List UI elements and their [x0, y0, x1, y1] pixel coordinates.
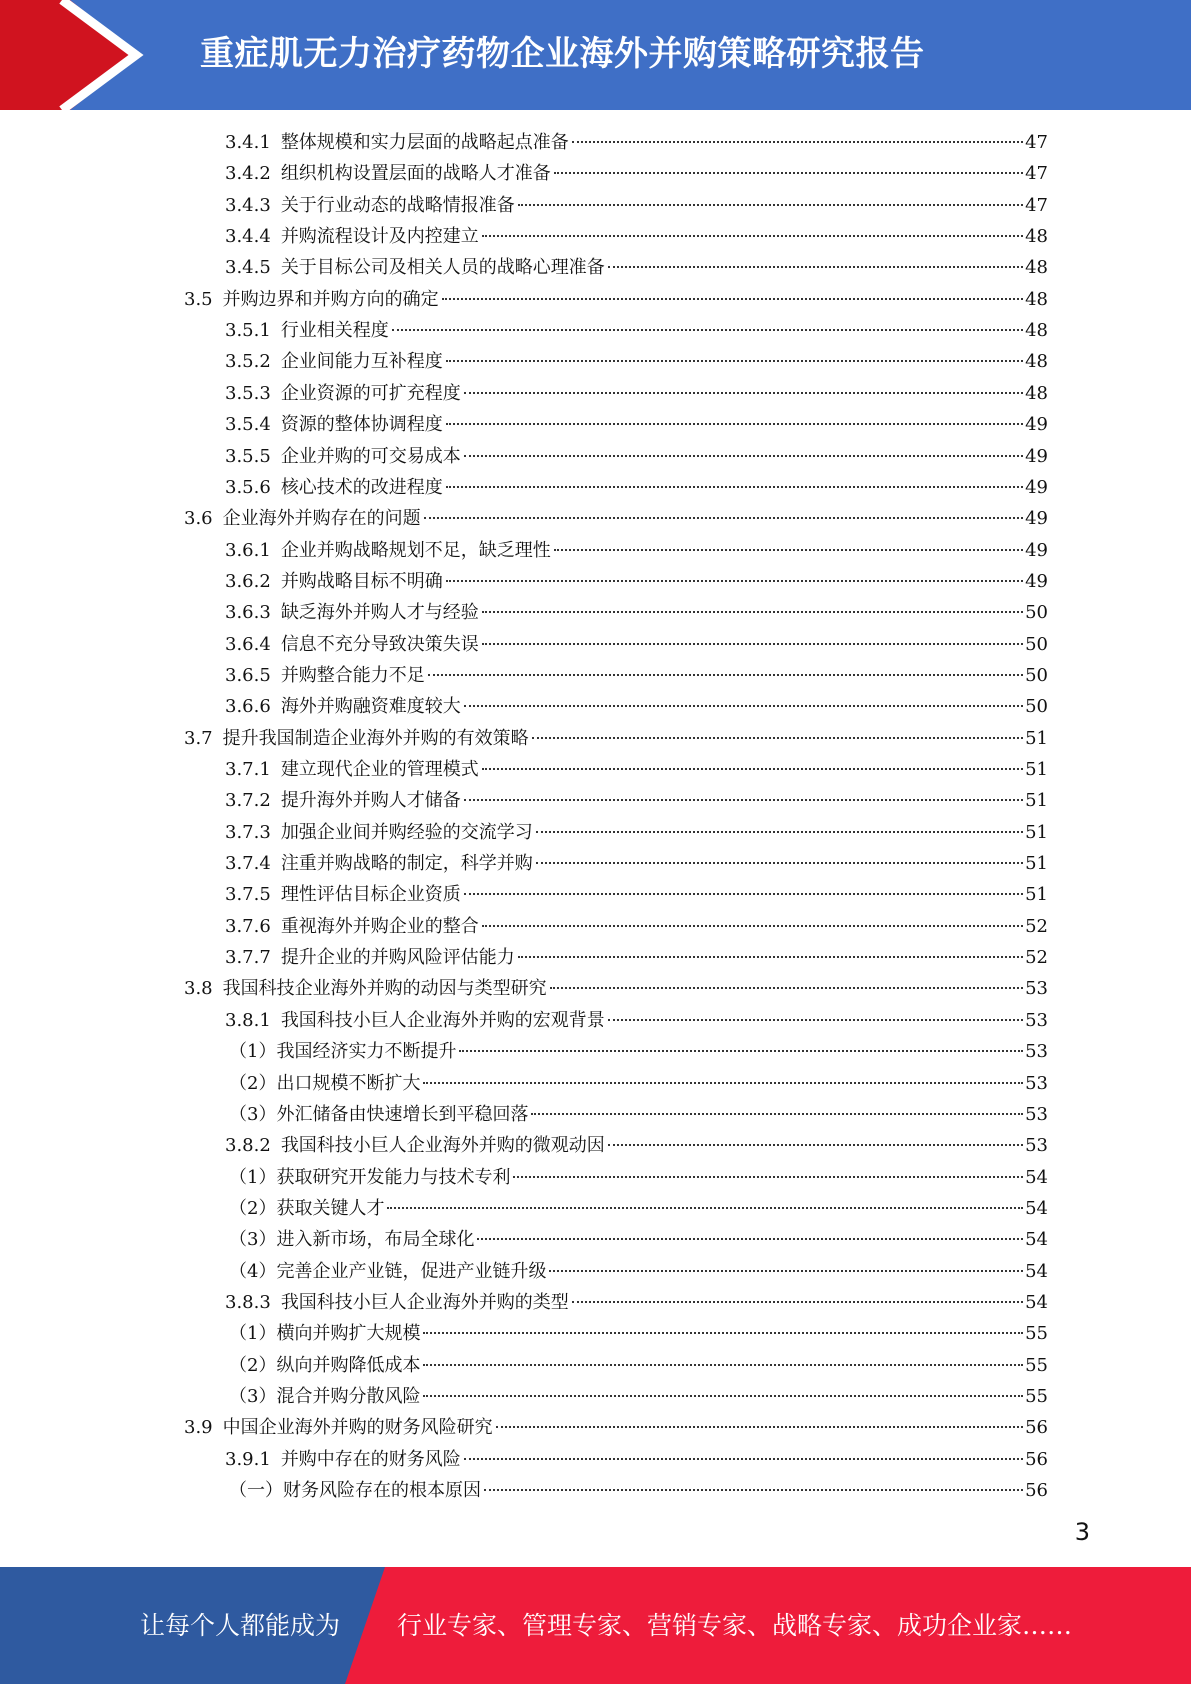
toc-entry[interactable]: [229, 1036, 1048, 1067]
toc-entry-title: （2）纵向并购降低成本: [229, 1354, 421, 1376]
toc-entry-number: 3.7: [184, 727, 213, 749]
toc-dot-leader: [550, 987, 1023, 989]
toc-dot-leader: [518, 956, 1023, 958]
toc-dot-leader: [482, 643, 1023, 645]
toc-entry[interactable]: [184, 284, 1048, 315]
toc-dot-leader: [464, 799, 1023, 801]
toc-dot-leader: [464, 705, 1023, 707]
toc-entry[interactable]: [225, 221, 1048, 252]
toc-entry-title: 重视海外并购企业的整合: [280, 915, 479, 937]
toc-entry-title: 并购流程设计及内控建立: [280, 226, 479, 248]
toc-entry[interactable]: [229, 1350, 1048, 1381]
toc-dot-leader: [608, 1019, 1023, 1021]
toc-entry[interactable]: [229, 1068, 1048, 1099]
toc-dot-leader: [482, 235, 1023, 237]
toc-entry-title: （1）我国经济实力不断提升: [229, 1041, 457, 1063]
toc-entry[interactable]: [225, 879, 1048, 910]
toc-entry[interactable]: [225, 629, 1048, 660]
toc-entry-number: 3.9: [184, 1417, 213, 1439]
toc-entry-page: 53: [1025, 1041, 1048, 1063]
toc-entry[interactable]: [225, 817, 1048, 848]
toc-entry-title: 行业相关程度: [280, 320, 389, 342]
toc-entry-page: 56: [1025, 1448, 1048, 1470]
toc-entry[interactable]: [225, 597, 1048, 628]
toc-dot-leader: [423, 1332, 1023, 1334]
footer-slogan-left: 让每个人都能成为: [140, 1611, 341, 1640]
toc-entry-page: 50: [1025, 602, 1048, 624]
toc-entry-title: 建立现代企业的管理模式: [280, 759, 479, 780]
toc-entry-page: 48: [1025, 320, 1048, 342]
toc-entry[interactable]: [225, 1005, 1048, 1036]
toc-entry-title: 提升企业的并购风险评估能力: [280, 947, 515, 969]
toc-entry-number: 3.7.6: [225, 915, 271, 937]
footer-slogan-right: 行业专家、管理专家、营销专家、战略专家、成功企业家……: [397, 1611, 1073, 1640]
toc-entry-number: 3.6.2: [225, 570, 271, 592]
toc-entry-number: 3.5.1: [225, 320, 271, 342]
toc-dot-leader: [549, 1270, 1023, 1272]
toc-entry-title: （1）获取研究开发能力与技术专利: [229, 1166, 511, 1188]
toc-entry-title: （3）混合并购分散风险: [229, 1386, 421, 1407]
toc-entry-title: （一）财务风险存在的根本原因: [229, 1480, 481, 1502]
footer-banner: [0, 1567, 1191, 1684]
toc-entry-page: 54: [1025, 1197, 1048, 1219]
toc-entry-title: 提升海外并购人才储备: [280, 790, 461, 812]
toc-entry-page: 51: [1025, 759, 1048, 780]
toc-entry-page: 51: [1025, 853, 1048, 875]
toc-dot-leader: [423, 1082, 1023, 1084]
toc-entry-number: 3.6.6: [225, 696, 271, 718]
toc-entry-title: 并购中存在的财务风险: [280, 1448, 461, 1470]
toc-dot-leader: [387, 1207, 1023, 1209]
toc-entry[interactable]: [225, 660, 1048, 691]
toc-entry-page: 49: [1025, 476, 1048, 498]
toc-dot-leader: [532, 737, 1023, 739]
toc-entry-title: 企业并购的可交易成本: [280, 445, 461, 467]
toc-entry-page: 54: [1025, 1291, 1048, 1313]
toc-dot-leader: [482, 768, 1023, 770]
toc-entry-number: 3.6: [184, 508, 213, 530]
toc-entry-page: 48: [1025, 382, 1048, 404]
toc-entry-title: （1）横向并购扩大规模: [229, 1323, 421, 1345]
toc-entry-title: （2）出口规模不断扩大: [229, 1072, 421, 1094]
toc-dot-leader: [554, 172, 1023, 174]
toc-entry-title: 核心技术的改进程度: [280, 476, 443, 498]
toc-entry-page: 47: [1025, 132, 1048, 153]
toc-entry-number: 3.7.1: [225, 759, 271, 780]
toc-entry-number: 3.4.4: [225, 226, 271, 248]
toc-entry-title: （2）获取关键人才: [229, 1197, 385, 1219]
toc-entry-page: 54: [1025, 1166, 1048, 1188]
toc-entry[interactable]: [225, 378, 1048, 409]
toc-entry-title: 缺乏海外并购人才与经验: [280, 602, 479, 624]
toc-entry-page: 53: [1025, 1103, 1048, 1125]
toc-entry-title: 海外并购融资难度较大: [280, 696, 461, 718]
header-banner: [0, 0, 1191, 110]
toc-entry-number: 3.6.3: [225, 602, 271, 624]
toc-entry-title: （3）进入新市场，布局全球化: [229, 1229, 475, 1251]
toc-entry[interactable]: [225, 785, 1048, 816]
toc-entry-number: 3.7.7: [225, 947, 271, 969]
toc-entry-number: 3.7.3: [225, 821, 271, 843]
toc-entry-page: 53: [1025, 1009, 1048, 1031]
toc-entry-title: 提升我国制造企业海外并购的有效策略: [222, 727, 529, 749]
toc-dot-leader: [464, 893, 1023, 895]
toc-entry-page: 53: [1025, 1072, 1048, 1094]
toc-entry-number: 3.5.2: [225, 351, 271, 373]
toc-dot-leader: [423, 1364, 1023, 1366]
toc-entry[interactable]: [225, 691, 1048, 722]
toc-entry-page: 55: [1025, 1386, 1048, 1407]
toc-entry-page: 48: [1025, 351, 1048, 373]
toc-entry-title: 并购边界和并购方向的确定: [222, 288, 439, 310]
toc-entry-number: 3.4.2: [225, 163, 271, 185]
toc-dot-leader: [428, 674, 1023, 676]
toc-dot-leader: [482, 925, 1023, 927]
toc-dot-leader: [484, 1489, 1023, 1491]
toc-dot-leader: [554, 549, 1023, 551]
toc-entry[interactable]: [225, 566, 1048, 597]
toc-entry[interactable]: [229, 1475, 1048, 1506]
toc-entry-page: 48: [1025, 257, 1048, 279]
toc-entry-page: 56: [1025, 1417, 1048, 1439]
toc-entry[interactable]: [225, 441, 1048, 472]
toc-entry-title: 中国企业海外并购的财务风险研究: [222, 1417, 493, 1439]
toc-entry-page: 51: [1025, 821, 1048, 843]
toc-entry-number: 3.8.3: [225, 1291, 271, 1313]
toc-entry[interactable]: [229, 1193, 1048, 1224]
toc-entry-number: 3.7.4: [225, 853, 271, 875]
toc-entry[interactable]: [184, 723, 1048, 754]
toc-entry-title: 并购整合能力不足: [280, 664, 425, 686]
toc-entry-page: 53: [1025, 1135, 1048, 1157]
toc-dot-leader: [446, 580, 1023, 582]
toc-dot-leader: [423, 1395, 1023, 1397]
toc-entry-title: 我国科技小巨人企业海外并购的微观动因: [280, 1135, 605, 1157]
toc-entry-number: 3.5.5: [225, 445, 271, 467]
toc-entry[interactable]: [225, 1444, 1048, 1475]
toc-entry-page: 49: [1025, 539, 1048, 561]
toc-entry-title: 资源的整体协调程度: [280, 414, 443, 436]
toc-entry-number: 3.6.4: [225, 633, 271, 655]
toc-entry-page: 55: [1025, 1323, 1048, 1345]
toc-entry[interactable]: [225, 315, 1048, 346]
toc-dot-leader: [446, 486, 1023, 488]
toc-entry-page: 49: [1025, 445, 1048, 467]
toc-entry[interactable]: [229, 1381, 1048, 1412]
toc-entry-number: 3.4.5: [225, 257, 271, 279]
toc-entry-title: 关于行业动态的战略情报准备: [280, 194, 515, 216]
toc-dot-leader: [572, 1301, 1023, 1303]
toc-dot-leader: [536, 831, 1023, 833]
toc-dot-leader: [446, 360, 1023, 362]
toc-entry[interactable]: [225, 1287, 1048, 1318]
toc-entry-number: 3.4.3: [225, 194, 271, 216]
toc-entry-number: 3.5: [184, 288, 213, 310]
toc-dot-leader: [442, 298, 1023, 300]
toc-entry-title: 我国科技小巨人企业海外并购的宏观背景: [280, 1009, 605, 1031]
toc-entry-number: 3.8.2: [225, 1135, 271, 1157]
toc-entry-page: 50: [1025, 696, 1048, 718]
toc-entry-number: 3.8.1: [225, 1009, 271, 1031]
toc-dot-leader: [496, 1426, 1023, 1428]
toc-entry-page: 54: [1025, 1229, 1048, 1251]
toc-entry-number: 3.6.1: [225, 539, 271, 561]
toc-entry-title: 企业并购战略规划不足，缺乏理性: [280, 539, 551, 561]
toc-entry[interactable]: [229, 1224, 1048, 1255]
toc-dot-leader: [477, 1238, 1023, 1240]
toc-entry[interactable]: [229, 1256, 1048, 1287]
toc-entry-title: 关于目标公司及相关人员的战略心理准备: [280, 257, 605, 279]
toc-entry-title: 加强企业间并购经验的交流学习: [280, 821, 533, 843]
toc-entry-number: 3.5.3: [225, 382, 271, 404]
toc-entry[interactable]: [225, 190, 1048, 221]
toc-entry-number: 3.9.1: [225, 1448, 271, 1470]
toc-entry-page: 49: [1025, 414, 1048, 436]
toc-entry[interactable]: [229, 1162, 1048, 1193]
toc-dot-leader: [424, 517, 1023, 519]
toc-entry-page: 51: [1025, 727, 1048, 749]
toc-entry[interactable]: [225, 754, 1048, 785]
toc-entry-title: 企业资源的可扩充程度: [280, 382, 461, 404]
toc-dot-leader: [392, 329, 1023, 331]
toc-entry-title: 理性评估目标企业资质: [280, 884, 461, 906]
toc-dot-leader: [464, 455, 1023, 457]
page-number: 3: [1074, 1518, 1090, 1546]
toc-entry[interactable]: [225, 472, 1048, 503]
toc-entry-number: 3.4.1: [225, 132, 271, 153]
toc-entry[interactable]: [225, 346, 1048, 377]
toc-entry[interactable]: [225, 1130, 1048, 1161]
toc-entry[interactable]: [225, 911, 1048, 942]
toc-entry[interactable]: [225, 848, 1048, 879]
toc-entry-title: 我国科技企业海外并购的动因与类型研究: [222, 978, 547, 1000]
toc-entry-number: 3.6.5: [225, 664, 271, 686]
toc-dot-leader: [518, 204, 1023, 206]
toc-entry[interactable]: [229, 1099, 1048, 1130]
toc-entry-page: 54: [1025, 1260, 1048, 1282]
toc-entry-title: 注重并购战略的制定，科学并购: [280, 853, 533, 875]
toc-entry-page: 49: [1025, 570, 1048, 592]
toc-entry[interactable]: [225, 127, 1048, 158]
toc-dot-leader: [464, 1458, 1023, 1460]
toc-entry-page: 55: [1025, 1354, 1048, 1376]
toc-entry[interactable]: [225, 535, 1048, 566]
toc-dot-leader: [572, 141, 1023, 143]
chevron-arrow-icon: [0, 0, 150, 110]
toc-dot-leader: [536, 862, 1023, 864]
toc-entry[interactable]: [184, 503, 1048, 534]
toc-entry[interactable]: [225, 158, 1048, 189]
toc-entry-title: 组织机构设置层面的战略人才准备: [280, 163, 551, 185]
toc-entry-number: 3.5.6: [225, 476, 271, 498]
toc-entry-page: 49: [1025, 508, 1048, 530]
toc-dot-leader: [531, 1113, 1023, 1115]
toc-dot-leader: [608, 1144, 1023, 1146]
toc-entry-page: 52: [1025, 947, 1048, 969]
toc-entry-title: 我国科技小巨人企业海外并购的类型: [280, 1291, 569, 1313]
toc-entry-number: 3.7.2: [225, 790, 271, 812]
toc-dot-leader: [446, 423, 1023, 425]
toc-entry[interactable]: [184, 1412, 1048, 1443]
toc-entry-page: 52: [1025, 915, 1048, 937]
toc-entry-title: （4）完善企业产业链，促进产业链升级: [229, 1260, 547, 1282]
toc-entry-title: 企业海外并购存在的问题: [222, 508, 421, 530]
toc-entry-number: 3.5.4: [225, 414, 271, 436]
toc-entry-page: 56: [1025, 1480, 1048, 1502]
toc-entry[interactable]: [225, 942, 1048, 973]
toc-dot-leader: [513, 1176, 1023, 1178]
toc-entry[interactable]: [225, 409, 1048, 440]
toc-entry[interactable]: [225, 252, 1048, 283]
toc-dot-leader: [608, 266, 1023, 268]
toc-entry-title: 信息不充分导致决策失误: [280, 633, 479, 655]
toc-entry[interactable]: [229, 1318, 1048, 1349]
toc-entry-page: 48: [1025, 288, 1048, 310]
toc-entry-page: 53: [1025, 978, 1048, 1000]
toc-entry-title: 整体规模和实力层面的战略起点准备: [280, 132, 569, 153]
toc-entry-title: 并购战略目标不明确: [280, 570, 443, 592]
toc-entry-page: 47: [1025, 194, 1048, 216]
toc-entry-page: 51: [1025, 884, 1048, 906]
toc-entry-number: 3.8: [184, 978, 213, 1000]
report-title: 重症肌无力治疗药物企业海外并购策略研究报告: [200, 34, 925, 74]
toc-dot-leader: [459, 1050, 1023, 1052]
toc-entry-page: 47: [1025, 163, 1048, 185]
toc-entry-title: 企业间能力互补程度: [280, 351, 443, 373]
toc-entry-page: 50: [1025, 633, 1048, 655]
toc-dot-leader: [464, 392, 1023, 394]
toc-entry-number: 3.7.5: [225, 884, 271, 906]
toc-entry[interactable]: [184, 973, 1048, 1004]
toc-dot-leader: [482, 611, 1023, 613]
toc-entry-title: （3）外汇储备由快速增长到平稳回落: [229, 1103, 529, 1125]
toc-entry-page: 48: [1025, 226, 1048, 248]
toc-entry-page: 50: [1025, 664, 1048, 686]
toc-entry-page: 51: [1025, 790, 1048, 812]
